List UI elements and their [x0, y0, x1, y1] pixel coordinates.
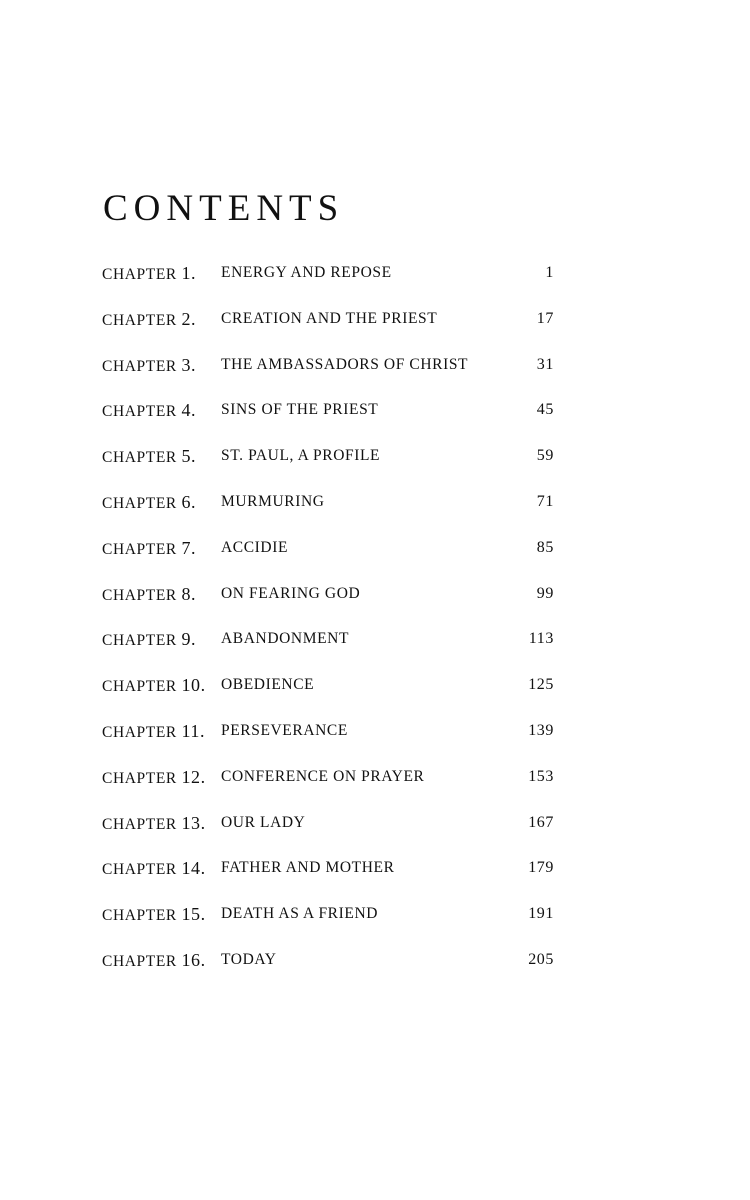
chapter-label: CHAPTER 7. [102, 537, 197, 558]
toc-entry-10[interactable] [102, 673, 554, 719]
toc-entry-4[interactable] [102, 398, 554, 444]
page-number: 125 [528, 676, 554, 694]
toc-entry-7[interactable] [102, 536, 554, 582]
toc-entry-9[interactable] [102, 627, 554, 673]
page-number: 205 [528, 950, 554, 968]
chapter-label: CHAPTER 1. [102, 263, 197, 283]
page-number: 31 [536, 355, 554, 373]
chapter-title: CREATION AND THE PRIEST [221, 309, 438, 327]
page-number: 45 [536, 401, 554, 419]
chapter-title: ACCIDIE [221, 538, 289, 556]
chapter-title: ON FEARING GOD [221, 584, 361, 602]
page-number: 1 [545, 264, 554, 281]
toc-entry-5[interactable] [102, 444, 554, 490]
chapter-title: FATHER AND MOTHER [221, 859, 395, 877]
toc-entry-15[interactable] [102, 902, 554, 948]
toc-entry-8[interactable] [102, 582, 554, 628]
chapter-label: CHAPTER 8. [102, 583, 197, 604]
toc-entry-2[interactable] [102, 307, 554, 353]
chapter-label: CHAPTER 6. [102, 491, 197, 512]
chapter-title: OBEDIENCE [221, 676, 315, 694]
page-number: 59 [536, 447, 554, 465]
chapter-title: PERSEVERANCE [221, 721, 348, 739]
chapter-title: ST. PAUL, A PROFILE [221, 447, 381, 465]
toc-entry-13[interactable] [102, 811, 554, 857]
chapter-title: MURMURING [221, 492, 325, 510]
page-number: 71 [536, 492, 554, 510]
page-title: CONTENTS [103, 188, 345, 229]
chapter-label: CHAPTER 15. [102, 904, 206, 925]
chapter-title: SINS OF THE PRIEST [221, 401, 379, 419]
page-number: 179 [528, 859, 554, 877]
chapter-label: CHAPTER 4. [102, 400, 197, 421]
chapter-label: CHAPTER 5. [102, 446, 197, 467]
chapter-title: ENERGY AND REPOSE [221, 264, 392, 281]
chapter-label: CHAPTER 13. [102, 812, 206, 833]
chapter-label: CHAPTER 9. [102, 629, 197, 650]
chapter-title: CONFERENCE ON PRAYER [221, 767, 425, 785]
chapter-title: ABANDONMENT [221, 630, 350, 648]
chapter-label: CHAPTER 10. [102, 675, 206, 696]
toc-entry-12[interactable] [102, 765, 554, 811]
page-number: 99 [536, 584, 554, 602]
chapter-title: THE AMBASSADORS OF CHRIST [221, 355, 469, 373]
page-number: 191 [528, 905, 554, 923]
chapter-title: DEATH AS A FRIEND [221, 905, 379, 923]
table-of-contents [102, 261, 554, 994]
toc-entry-16[interactable] [102, 948, 554, 994]
toc-entry-1[interactable] [102, 261, 554, 307]
page-number: 139 [528, 721, 554, 739]
page-number: 167 [528, 813, 554, 831]
chapter-label: CHAPTER 11. [102, 720, 206, 741]
page-number: 113 [528, 630, 554, 648]
chapter-label: CHAPTER 16. [102, 949, 206, 970]
toc-entry-11[interactable] [102, 719, 554, 765]
chapter-label: CHAPTER 3. [102, 354, 197, 375]
toc-entry-6[interactable] [102, 490, 554, 536]
page-number: 85 [536, 538, 554, 556]
chapter-label: CHAPTER 14. [102, 858, 206, 879]
toc-entry-3[interactable] [102, 353, 554, 399]
chapter-title: OUR LADY [221, 813, 306, 831]
chapter-label: CHAPTER 12. [102, 766, 206, 787]
page-number: 17 [536, 309, 554, 327]
chapter-title: TODAY [221, 950, 277, 968]
chapter-label: CHAPTER 2. [102, 308, 197, 329]
toc-entry-14[interactable] [102, 856, 554, 902]
page-number: 153 [528, 767, 554, 785]
